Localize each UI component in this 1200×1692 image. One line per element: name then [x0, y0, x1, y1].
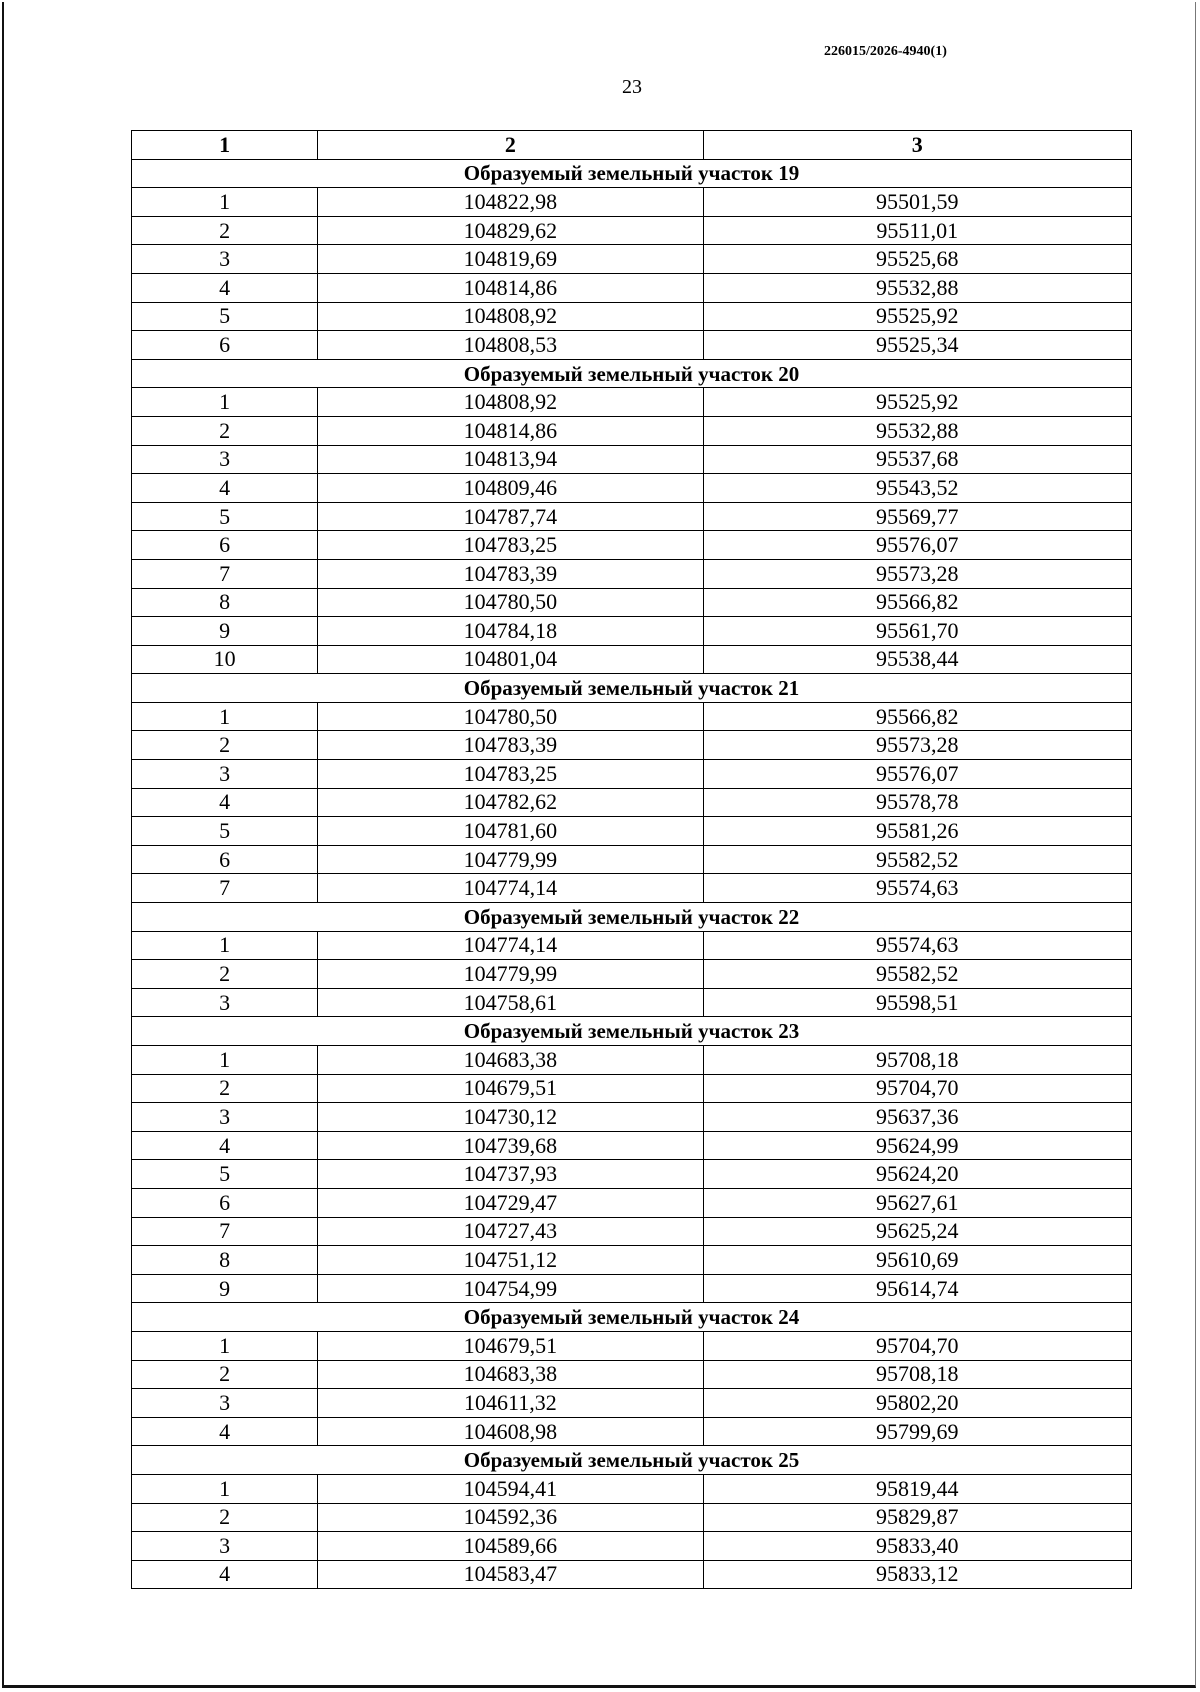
table-row: [132, 302, 1132, 331]
point-number-cell: 3: [132, 1532, 318, 1561]
x-coordinate-cell: 104592,36: [318, 1503, 703, 1532]
y-coordinate-cell: 95501,59: [703, 188, 1131, 217]
y-coordinate-cell: 95566,82: [703, 588, 1131, 617]
section-header-row: [132, 1017, 1132, 1046]
point-number-cell: 2: [132, 1503, 318, 1532]
table-row: [132, 416, 1132, 445]
x-coordinate-cell: 104782,62: [318, 788, 703, 817]
x-coordinate-cell: 104683,38: [318, 1360, 703, 1389]
y-coordinate-cell: 95525,92: [703, 388, 1131, 417]
table-row: [132, 931, 1132, 960]
y-coordinate-cell: 95569,77: [703, 502, 1131, 531]
y-coordinate-cell: 95538,44: [703, 645, 1131, 674]
table-row: [132, 645, 1132, 674]
x-coordinate-cell: 104758,61: [318, 988, 703, 1017]
x-coordinate-cell: 104787,74: [318, 502, 703, 531]
table-row: [132, 331, 1132, 360]
x-coordinate-cell: 104819,69: [318, 245, 703, 274]
y-coordinate-cell: 95574,63: [703, 931, 1131, 960]
x-coordinate-cell: 104783,39: [318, 559, 703, 588]
point-number-cell: 4: [132, 1560, 318, 1589]
y-coordinate-cell: 95637,36: [703, 1103, 1131, 1132]
y-coordinate-cell: 95525,68: [703, 245, 1131, 274]
y-coordinate-cell: 95573,28: [703, 731, 1131, 760]
x-coordinate-cell: 104679,51: [318, 1074, 703, 1103]
point-number-cell: 4: [132, 273, 318, 302]
x-coordinate-cell: 104784,18: [318, 617, 703, 646]
table-row: [132, 1560, 1132, 1589]
x-coordinate-cell: 104808,53: [318, 331, 703, 360]
y-coordinate-cell: 95543,52: [703, 474, 1131, 503]
table-row: [132, 1389, 1132, 1418]
x-coordinate-cell: 104608,98: [318, 1417, 703, 1446]
table-row: [132, 1217, 1132, 1246]
table-row: [132, 874, 1132, 903]
point-number-cell: 3: [132, 445, 318, 474]
x-coordinate-cell: 104729,47: [318, 1188, 703, 1217]
y-coordinate-cell: 95576,07: [703, 760, 1131, 789]
point-number-cell: 8: [132, 588, 318, 617]
table-row: [132, 245, 1132, 274]
column-header: 1: [132, 131, 318, 160]
y-coordinate-cell: 95624,99: [703, 1131, 1131, 1160]
y-coordinate-cell: 95576,07: [703, 531, 1131, 560]
y-coordinate-cell: 95537,68: [703, 445, 1131, 474]
y-coordinate-cell: 95582,52: [703, 960, 1131, 989]
x-coordinate-cell: 104783,25: [318, 531, 703, 560]
table-row: [132, 845, 1132, 874]
x-coordinate-cell: 104589,66: [318, 1532, 703, 1561]
x-coordinate-cell: 104737,93: [318, 1160, 703, 1189]
point-number-cell: 5: [132, 1160, 318, 1189]
x-coordinate-cell: 104683,38: [318, 1046, 703, 1075]
y-coordinate-cell: 95525,92: [703, 302, 1131, 331]
y-coordinate-cell: 95625,24: [703, 1217, 1131, 1246]
section-title: Образуемый земельный участок 23: [132, 1017, 1132, 1046]
y-coordinate-cell: 95829,87: [703, 1503, 1131, 1532]
y-coordinate-cell: 95566,82: [703, 702, 1131, 731]
x-coordinate-cell: 104801,04: [318, 645, 703, 674]
point-number-cell: 2: [132, 216, 318, 245]
x-coordinate-cell: 104774,14: [318, 931, 703, 960]
x-coordinate-cell: 104727,43: [318, 1217, 703, 1246]
table-row: [132, 474, 1132, 503]
point-number-cell: 7: [132, 874, 318, 903]
page-number: 23: [622, 76, 642, 98]
point-number-cell: 7: [132, 1217, 318, 1246]
y-coordinate-cell: 95624,20: [703, 1160, 1131, 1189]
point-number-cell: 2: [132, 960, 318, 989]
table-row: [132, 1532, 1132, 1561]
coordinates-table: [131, 130, 1132, 1589]
x-coordinate-cell: 104829,62: [318, 216, 703, 245]
y-coordinate-cell: 95614,74: [703, 1274, 1131, 1303]
table-row: [132, 731, 1132, 760]
point-number-cell: 5: [132, 817, 318, 846]
point-number-cell: 3: [132, 1389, 318, 1418]
x-coordinate-cell: 104780,50: [318, 588, 703, 617]
table-row: [132, 760, 1132, 789]
point-number-cell: 1: [132, 388, 318, 417]
y-coordinate-cell: 95561,70: [703, 617, 1131, 646]
x-coordinate-cell: 104754,99: [318, 1274, 703, 1303]
table-row: [132, 1131, 1132, 1160]
x-coordinate-cell: 104783,39: [318, 731, 703, 760]
point-number-cell: 8: [132, 1246, 318, 1275]
column-header: 3: [703, 131, 1131, 160]
y-coordinate-cell: 95833,40: [703, 1532, 1131, 1561]
y-coordinate-cell: 95610,69: [703, 1246, 1131, 1275]
x-coordinate-cell: 104611,32: [318, 1389, 703, 1418]
table-row: [132, 702, 1132, 731]
point-number-cell: 2: [132, 416, 318, 445]
table-row: [132, 1474, 1132, 1503]
point-number-cell: 10: [132, 645, 318, 674]
y-coordinate-cell: 95532,88: [703, 273, 1131, 302]
table-row: [132, 988, 1132, 1017]
x-coordinate-cell: 104739,68: [318, 1131, 703, 1160]
x-coordinate-cell: 104780,50: [318, 702, 703, 731]
x-coordinate-cell: 104781,60: [318, 817, 703, 846]
column-header: 2: [318, 131, 703, 160]
x-coordinate-cell: 104779,99: [318, 845, 703, 874]
point-number-cell: 3: [132, 988, 318, 1017]
x-coordinate-cell: 104808,92: [318, 302, 703, 331]
table-row: [132, 1188, 1132, 1217]
section-header-row: [132, 1446, 1132, 1475]
table-row: [132, 1246, 1132, 1275]
point-number-cell: 1: [132, 188, 318, 217]
point-number-cell: 4: [132, 1417, 318, 1446]
table-row: [132, 1046, 1132, 1075]
section-header-row: [132, 1303, 1132, 1332]
table-row: [132, 788, 1132, 817]
point-number-cell: 6: [132, 531, 318, 560]
table-header-row: [132, 131, 1132, 160]
table-row: [132, 617, 1132, 646]
x-coordinate-cell: 104809,46: [318, 474, 703, 503]
x-coordinate-cell: 104808,92: [318, 388, 703, 417]
point-number-cell: 9: [132, 1274, 318, 1303]
table-row: [132, 588, 1132, 617]
point-number-cell: 7: [132, 559, 318, 588]
section-title: Образуемый земельный участок 21: [132, 674, 1132, 703]
point-number-cell: 6: [132, 845, 318, 874]
table-row: [132, 1160, 1132, 1189]
point-number-cell: 6: [132, 331, 318, 360]
y-coordinate-cell: 95708,18: [703, 1046, 1131, 1075]
table-row: [132, 1503, 1132, 1532]
table-row: [132, 273, 1132, 302]
point-number-cell: 4: [132, 788, 318, 817]
table-row: [132, 1103, 1132, 1132]
y-coordinate-cell: 95627,61: [703, 1188, 1131, 1217]
point-number-cell: 3: [132, 760, 318, 789]
point-number-cell: 1: [132, 1331, 318, 1360]
table-row: [132, 960, 1132, 989]
y-coordinate-cell: 95799,69: [703, 1417, 1131, 1446]
table-row: [132, 445, 1132, 474]
table-row: [132, 817, 1132, 846]
section-header-row: [132, 903, 1132, 932]
point-number-cell: 3: [132, 1103, 318, 1132]
x-coordinate-cell: 104751,12: [318, 1246, 703, 1275]
point-number-cell: 1: [132, 1474, 318, 1503]
section-title: Образуемый земельный участок 22: [132, 903, 1132, 932]
point-number-cell: 3: [132, 245, 318, 274]
point-number-cell: 4: [132, 474, 318, 503]
x-coordinate-cell: 104730,12: [318, 1103, 703, 1132]
y-coordinate-cell: 95578,78: [703, 788, 1131, 817]
section-title: Образуемый земельный участок 25: [132, 1446, 1132, 1475]
point-number-cell: 1: [132, 931, 318, 960]
y-coordinate-cell: 95704,70: [703, 1331, 1131, 1360]
x-coordinate-cell: 104583,47: [318, 1560, 703, 1589]
x-coordinate-cell: 104774,14: [318, 874, 703, 903]
y-coordinate-cell: 95598,51: [703, 988, 1131, 1017]
section-title: Образуемый земельный участок 19: [132, 159, 1132, 188]
point-number-cell: 2: [132, 1074, 318, 1103]
point-number-cell: 5: [132, 302, 318, 331]
table-row: [132, 1074, 1132, 1103]
x-coordinate-cell: 104779,99: [318, 960, 703, 989]
coordinates-table-body: [132, 131, 1132, 1589]
x-coordinate-cell: 104814,86: [318, 416, 703, 445]
x-coordinate-cell: 104814,86: [318, 273, 703, 302]
y-coordinate-cell: 95511,01: [703, 216, 1131, 245]
section-title: Образуемый земельный участок 24: [132, 1303, 1132, 1332]
section-title: Образуемый земельный участок 20: [132, 359, 1132, 388]
table-row: [132, 1331, 1132, 1360]
x-coordinate-cell: 104679,51: [318, 1331, 703, 1360]
point-number-cell: 6: [132, 1188, 318, 1217]
y-coordinate-cell: 95833,12: [703, 1560, 1131, 1589]
x-coordinate-cell: 104813,94: [318, 445, 703, 474]
point-number-cell: 1: [132, 1046, 318, 1075]
y-coordinate-cell: 95525,34: [703, 331, 1131, 360]
y-coordinate-cell: 95704,70: [703, 1074, 1131, 1103]
point-number-cell: 5: [132, 502, 318, 531]
table-row: [132, 188, 1132, 217]
y-coordinate-cell: 95708,18: [703, 1360, 1131, 1389]
y-coordinate-cell: 95573,28: [703, 559, 1131, 588]
table-row: [132, 1274, 1132, 1303]
y-coordinate-cell: 95582,52: [703, 845, 1131, 874]
section-header-row: [132, 159, 1132, 188]
table-row: [132, 559, 1132, 588]
x-coordinate-cell: 104783,25: [318, 760, 703, 789]
x-coordinate-cell: 104594,41: [318, 1474, 703, 1503]
x-coordinate-cell: 104822,98: [318, 188, 703, 217]
point-number-cell: 4: [132, 1131, 318, 1160]
table-row: [132, 388, 1132, 417]
y-coordinate-cell: 95802,20: [703, 1389, 1131, 1418]
document-number: 226015/2026-4940(1): [824, 44, 947, 59]
y-coordinate-cell: 95532,88: [703, 416, 1131, 445]
table-row: [132, 216, 1132, 245]
section-header-row: [132, 359, 1132, 388]
y-coordinate-cell: 95581,26: [703, 817, 1131, 846]
point-number-cell: 2: [132, 731, 318, 760]
table-row: [132, 531, 1132, 560]
y-coordinate-cell: 95574,63: [703, 874, 1131, 903]
point-number-cell: 2: [132, 1360, 318, 1389]
y-coordinate-cell: 95819,44: [703, 1474, 1131, 1503]
section-header-row: [132, 674, 1132, 703]
point-number-cell: 1: [132, 702, 318, 731]
table-row: [132, 502, 1132, 531]
table-row: [132, 1417, 1132, 1446]
point-number-cell: 9: [132, 617, 318, 646]
table-row: [132, 1360, 1132, 1389]
